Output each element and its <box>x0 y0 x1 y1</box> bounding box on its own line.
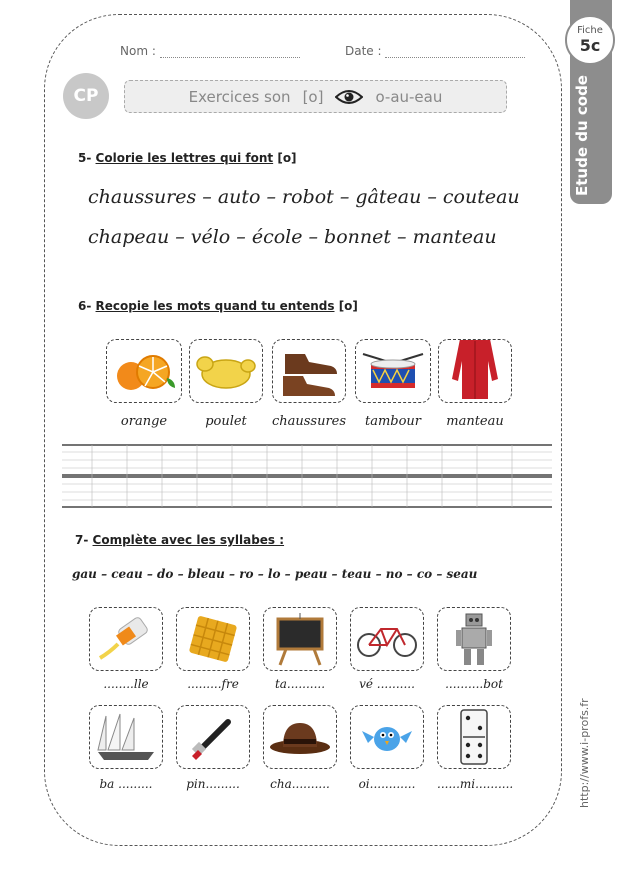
paintbrush-image <box>188 712 238 762</box>
section-5-title: 5- Colorie les lettres qui font [o] <box>78 151 297 165</box>
hat-card <box>263 705 337 769</box>
word-poulet: poulet <box>205 414 247 429</box>
bird-image <box>359 715 415 759</box>
fill-blackboard[interactable]: ta.......... <box>274 677 326 691</box>
fill-bicycle[interactable]: vé .......... <box>359 677 415 691</box>
coat-image <box>450 339 500 401</box>
glue-bottle-image <box>94 614 158 664</box>
word-line-1: chaussures – auto – robot – gâteau – couteau <box>88 186 520 208</box>
level-badge: CP <box>63 73 109 119</box>
word-tambour: tambour <box>364 414 422 429</box>
shoes-image <box>279 344 339 398</box>
waffle-image <box>185 614 241 664</box>
date-label: Date : <box>345 44 382 58</box>
orange-image <box>109 346 179 396</box>
page-title <box>124 80 507 113</box>
chicken-card <box>189 339 263 403</box>
domino-card <box>437 705 511 769</box>
name-field <box>120 44 300 58</box>
sailboat-card <box>89 705 163 769</box>
bicycle-card <box>350 607 424 671</box>
section-6-title: 6- Recopie les mots quand tu entends [o] <box>78 299 358 313</box>
word-line-2: chapeau – vélo – école – bonnet – manteau <box>88 226 497 248</box>
domino-image <box>459 708 489 766</box>
brush-card <box>176 705 250 769</box>
title-left: Exercices son <box>188 87 291 106</box>
name-line <box>160 45 300 58</box>
fill-waffle[interactable]: .........fre <box>187 677 239 691</box>
word-chaussures: chaussures <box>271 414 347 429</box>
waffle-card <box>176 607 250 671</box>
section-7-title: 7- Complète avec les syllabes : <box>75 533 285 547</box>
name-label: Nom : <box>120 44 156 58</box>
fill-brush[interactable]: pin......... <box>186 777 240 791</box>
fill-glue[interactable]: ........lle <box>103 677 149 691</box>
date-field <box>345 44 525 58</box>
roast-chicken-image <box>193 348 259 394</box>
fill-sailboat[interactable]: ba ......... <box>99 777 153 791</box>
eye-icon <box>335 89 363 105</box>
sailboat-image <box>96 712 156 762</box>
title-phoneme: [o] <box>302 87 324 106</box>
drum-image <box>359 348 427 394</box>
blackboard-card <box>263 607 337 671</box>
word-manteau: manteau <box>446 414 504 429</box>
bird-card <box>350 705 424 769</box>
writing-lines[interactable] <box>62 444 552 510</box>
fill-hat[interactable]: cha.......... <box>270 777 330 791</box>
fill-domino[interactable]: ......mi.......... <box>437 777 514 791</box>
date-line <box>385 45 525 58</box>
fill-robot[interactable]: ..........bot <box>445 677 503 691</box>
coat-card <box>438 339 512 403</box>
fill-bird[interactable]: oi............ <box>358 777 416 791</box>
bicycle-image <box>355 619 419 659</box>
word-orange: orange <box>120 414 168 429</box>
title-right: o-au-eau <box>375 87 443 106</box>
hat-image <box>267 717 333 757</box>
syllable-list: gau – ceau – do – bleau – ro – lo – peau – teau – no – co – seau <box>72 567 478 581</box>
blackboard-image <box>272 611 328 667</box>
shoes-card <box>272 339 346 403</box>
robot-card <box>437 607 511 671</box>
website-url: http://www.i-profs.fr <box>578 698 591 808</box>
orange-card <box>106 339 182 403</box>
fiche-code: 5c <box>579 36 601 55</box>
subject-label: Etude du code <box>573 75 591 197</box>
robot-image <box>454 610 494 668</box>
fiche-label: Fiche <box>577 25 603 36</box>
glue-card <box>89 607 163 671</box>
drum-card <box>355 339 431 403</box>
fiche-badge <box>565 15 615 65</box>
